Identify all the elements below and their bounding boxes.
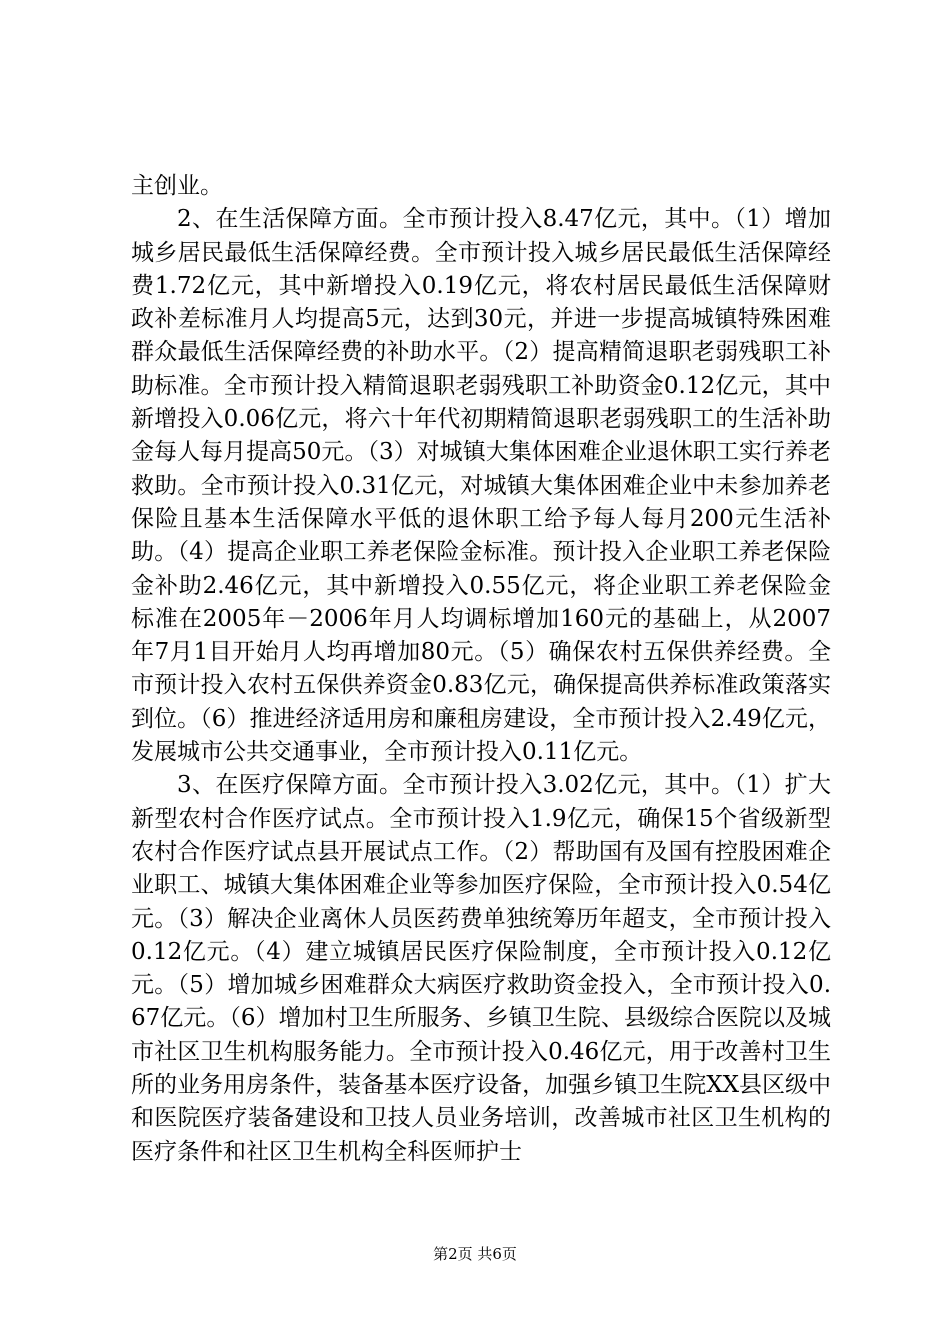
page-footer: 第2页 共6页 [433, 1245, 517, 1263]
document-body [131, 170, 831, 1169]
paragraph-medical-security: 3、在医疗保障方面。全市预计投入3.02亿元，其中。（1）扩大新型农村合作医疗试点。全市预计投入1.9亿元，确保15个省级新型农村合作医疗试点县开展试点工作。（2）帮助国有及国有控股困难企业职工、城镇大集体困难企业等参加医疗保险，全市预计投入0.54亿元。（3）解决企业离休人员医药费单独统筹历年超支，全市预计投入0.12亿元。（4）建立城镇居民医疗保险制度，全市预计投入0.12亿元。（5）增加城乡困难群众大病医疗救助资金投入，全市预计投入0.67亿元。（6）增加村卫生所服务、乡镇卫生院、县级综合医院以及城市社区卫生机构服务能力。全市预计投入0.46亿元，用于改善村卫生所的业务用房条件，装备基本医疗设备，加强乡镇卫生院XX县区级中和医院医疗装备建设和卫技人员业务培训，改善城市社区卫生机构的医疗条件和社区卫生机构全科医师护士 [131, 772, 831, 1165]
paragraph-living-security: 2、在生活保障方面。全市预计投入8.47亿元，其中。（1）增加城乡居民最低生活保障经费。全市预计投入城乡居民最低生活保障经费1.72亿元，其中新增投入0.19亿元，将农村居民最低生活保障财政补差标准月人均提高5元，达到30元，并进一步提高城镇特殊困难群众最低生活保障经费的补助水平。（2）提高精简退职老弱残职工补助标准。全市预计投入精简退职老弱残职工补助资金0.12亿元，其中新增投入0.06亿元，将六十年代初期精简退职老弱残职工的生活补助金每人每月提高50元。（3）对城镇大集体困难企业退休职工实行养老救助。全市预计投入0.31亿元，对城镇大集体困难企业中未参加养老保险且基本生活保障水平低的退休职工给予每人每月200元生活补助。（4）提高企业职工养老保险金标准。预计投入企业职工养老保险金补助2.46亿元，其中新增投入0.55亿元，将企业职工养老保险金标准在2005年－2006年月人均调标增加160元的基础上，从2007年7月1目开始月人均再增加80元。（5）确保农村五保供养经费。全市预计投入农村五保供养资金0.83亿元，确保提高供养标准政策落实到位。（6）推进经济适用房和廉租房建设，全市预计投入2.49亿元，发展城市公共交通事业，全市预计投入0.11亿元。 [131, 206, 831, 766]
paragraph-continuation: 主创业。 [131, 173, 223, 199]
